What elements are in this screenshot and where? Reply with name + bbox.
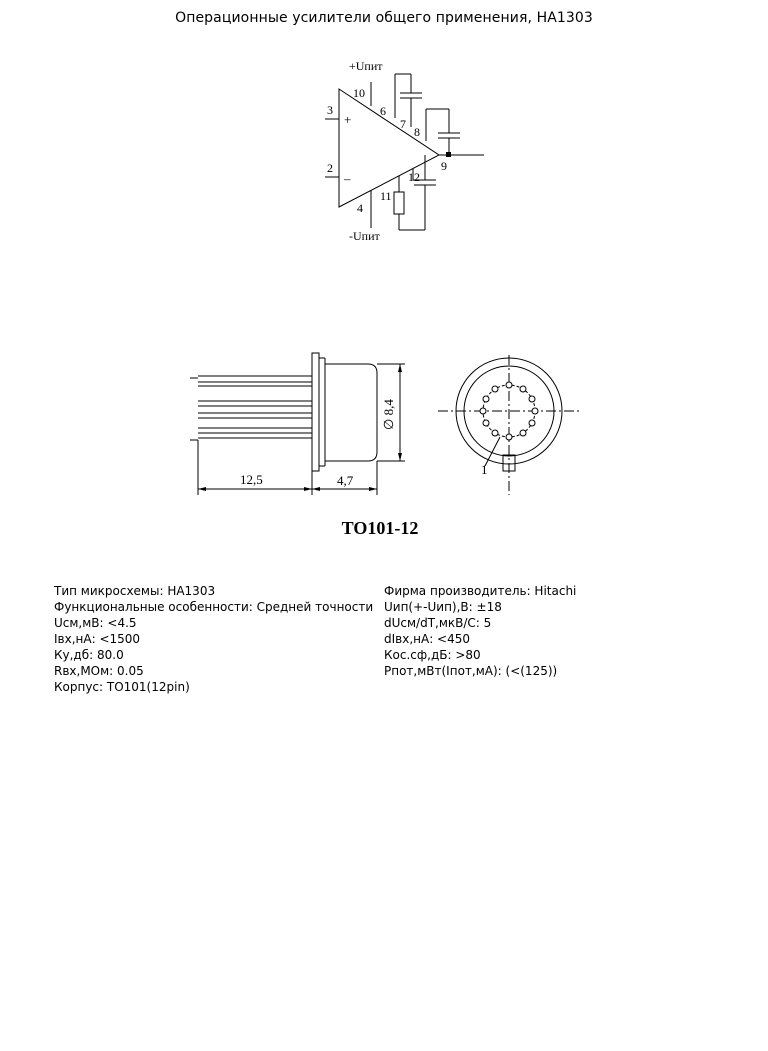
pin-label-4: 4 [357, 201, 363, 215]
spec-cmrr: Кос.сф,дБ: >80 [384, 648, 481, 662]
pin-label-11: 11 [380, 189, 392, 203]
pin-label-6: 6 [380, 104, 386, 118]
spec-power: Pпот,мВт(Iпот,мА): (<(125)) [384, 664, 558, 678]
vminus-label: -Uпит [349, 229, 380, 243]
spec-input-resistance: Rвх,МОм: 0.05 [54, 664, 144, 678]
pin-label-2: 2 [327, 161, 333, 175]
spec-features: Функциональные особенности: Средней точности [54, 600, 374, 614]
spec-offset-voltage: Uсм,мВ: <4.5 [54, 616, 137, 630]
pin-label-3: 3 [327, 103, 333, 117]
minus-sign: – [344, 171, 351, 186]
spec-chip-type: Тип микросхемы: HA1303 [54, 584, 216, 598]
pin1-label: 1 [481, 462, 488, 477]
spec-gain: Ку,дб: 80.0 [54, 648, 124, 662]
dim-diameter-label: ∅ 8,4 [381, 399, 396, 430]
plus-sign: + [344, 112, 352, 127]
spec-column-right [384, 583, 576, 679]
package-drawing [0, 345, 768, 515]
spec-offset-drift: dUсм/dT,мкВ/С: 5 [384, 616, 492, 630]
spec-manufacturer: Фирма производитель: Hitachi [384, 584, 577, 598]
pin-label-10: 10 [353, 86, 365, 100]
dim-length-label: 12,5 [240, 472, 263, 487]
dim-body-label: 4,7 [337, 473, 354, 488]
pin-label-9: 9 [441, 159, 447, 173]
pin-label-12: 12 [408, 170, 420, 184]
spec-input-offset-current: dIвх,нА: <450 [384, 632, 471, 646]
package-title: TO101-12 [341, 518, 419, 538]
spec-supply-voltage: Uип(+-Uип),В: ±18 [384, 600, 502, 614]
pin-label-8: 8 [414, 125, 420, 139]
vplus-label: +Uпит [349, 59, 383, 73]
spec-column-left [54, 583, 373, 695]
spec-input-current: Iвх,нА: <1500 [54, 632, 141, 646]
spec-package: Корпус: TO101(12pin) [54, 680, 190, 694]
pin-label-7: 7 [400, 117, 406, 131]
page-title: Операционные усилители общего применения, HA1303 [175, 10, 593, 26]
opamp-schematic [0, 40, 768, 300]
